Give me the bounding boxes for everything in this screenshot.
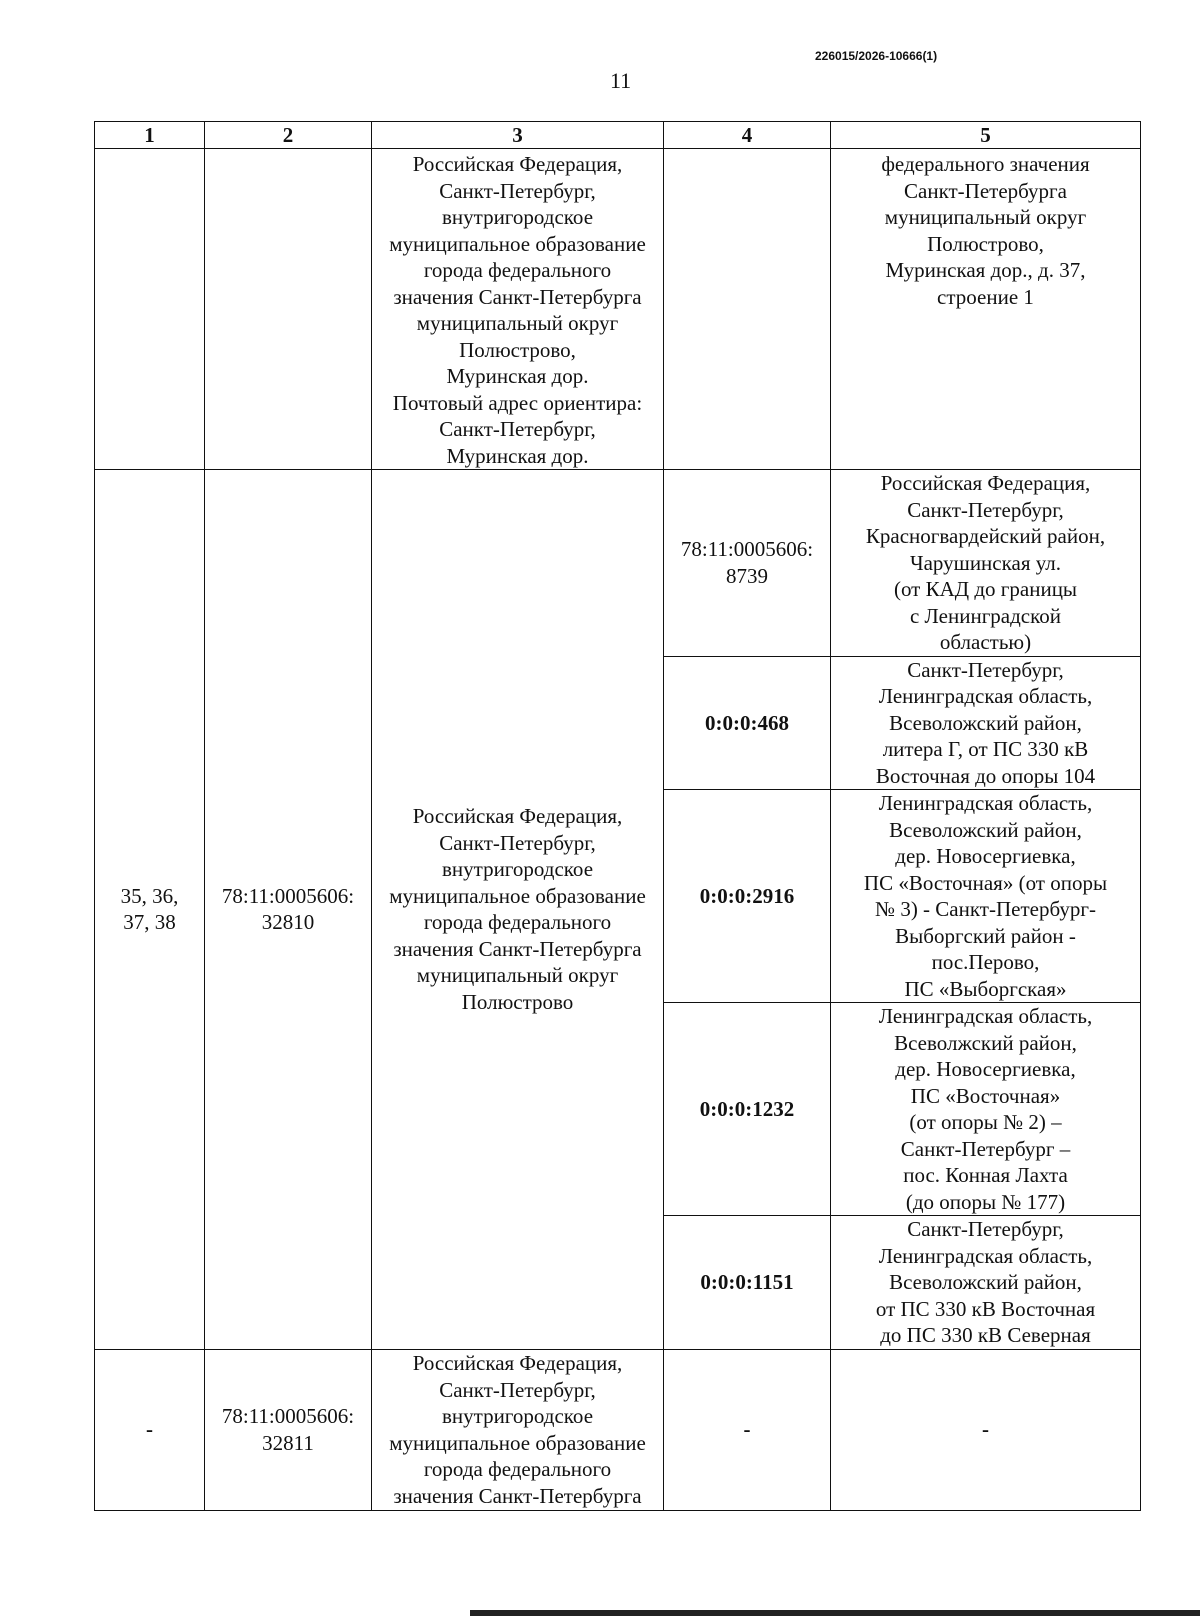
row2-sub4-cell-4: 0:0:0:1232 (664, 1003, 831, 1216)
scan-bottom-edge (470, 1610, 1200, 1616)
row3-cell-4: - (664, 1349, 831, 1510)
column-header-5: 5 (831, 122, 1141, 149)
row1-cell-4 (664, 149, 831, 470)
row2-sub3-cell-4: 0:0:0:2916 (664, 790, 831, 1003)
row2-cell-3: Российская Федерация, Санкт-Петербург, внутригородское муниципальное образование города федерального значения Санкт-Петербурга муниципальный округ Полюстрово (372, 470, 664, 1350)
column-header-4: 4 (664, 122, 831, 149)
row3-cell-3: Российская Федерация, Санкт-Петербург, внутригородское муниципальное образование города федерального значения Санкт-Петербурга (372, 1349, 664, 1510)
row3-cell-2: 78:11:0005606: 32811 (205, 1349, 372, 1510)
document-registration-number: 226015/2026-10666(1) (815, 49, 938, 63)
row2-sub1-cell-5: Российская Федерация, Санкт-Петербург, Красногвардейский район, Чарушинская ул. (от КАД до границы с Ленинградской областью) (831, 470, 1141, 657)
page-number: 11 (610, 68, 632, 93)
row1-cell-3: Российская Федерация, Санкт-Петербург, внутригородское муниципальное образование города федерального значения Санкт-Петербурга муниципальный округ Полюстрово, Муринская дор. Почтовый адрес ориентира: Санкт-Петербург, Муринская дор. (372, 149, 664, 470)
row2-sub5-cell-4: 0:0:0:1151 (664, 1216, 831, 1350)
table-header-row (95, 122, 1141, 149)
row2-cell-2: 78:11:0005606: 32810 (205, 470, 372, 1350)
row1-cell-2 (205, 149, 372, 470)
table-row (95, 1349, 1141, 1510)
column-header-1: 1 (95, 122, 205, 149)
column-header-3: 3 (372, 122, 664, 149)
row3-cell-5: - (831, 1349, 1141, 1510)
row2-sub2-cell-4: 0:0:0:468 (664, 656, 831, 790)
column-header-2: 2 (205, 122, 372, 149)
row1-cell-5: федерального значения Санкт-Петербурга муниципальный округ Полюстрово, Муринская дор., д. 37, строение 1 (831, 149, 1141, 470)
row2-sub2-cell-5: Санкт-Петербург, Ленинградская область, Всеволожский район, литера Г, от ПС 330 кВ Восточная до опоры 104 (831, 656, 1141, 790)
table-row (95, 470, 1141, 657)
row2-sub3-cell-5: Ленинградская область, Всеволожский район, дер. Новосергиевка, ПС «Восточная» (от опоры № 3) - Санкт-Петербург- Выборгский район - пос.Перово, ПС «Выборгская» (831, 790, 1141, 1003)
parcels-table (94, 121, 1141, 1511)
row2-sub4-cell-5: Ленинградская область, Всеволжский район, дер. Новосергиевка, ПС «Восточная» (от опоры № 2) – Санкт-Петербург – пос. Конная Лахта (до опоры № 177) (831, 1003, 1141, 1216)
row2-sub1-cell-4: 78:11:0005606: 8739 (664, 470, 831, 657)
table-row (95, 149, 1141, 470)
row2-cell-1: 35, 36, 37, 38 (95, 470, 205, 1350)
row2-sub5-cell-5: Санкт-Петербург, Ленинградская область, Всеволожский район, от ПС 330 кВ Восточная до ПС 330 кВ Северная (831, 1216, 1141, 1350)
row1-cell-1 (95, 149, 205, 470)
row3-cell-1: - (95, 1349, 205, 1510)
